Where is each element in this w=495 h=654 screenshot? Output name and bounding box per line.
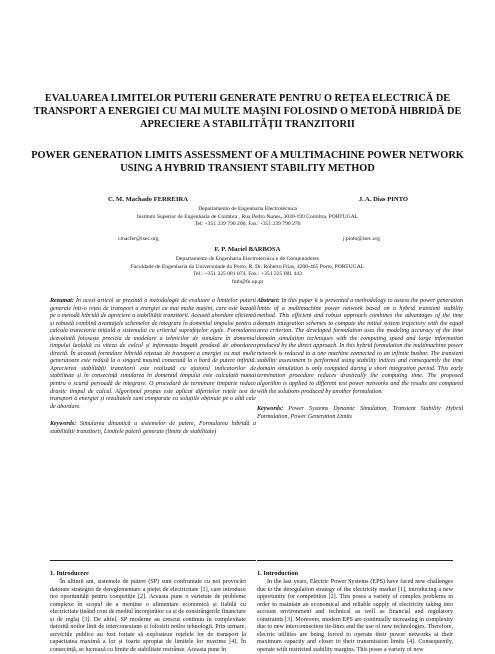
section-heading-introducere: 1. Introducere (50, 570, 89, 577)
email-ferreira[interactable]: cmacfer@isec.org (118, 236, 159, 242)
abstract-romanian-label: Rezumat: (50, 298, 74, 304)
abstract-romanian-column (50, 298, 256, 436)
affiliation-isec (40, 206, 455, 229)
abstract-romanian (50, 298, 256, 411)
introduction-english-text: In the last years, Electric Power Systems (EPS) have faced new challenges due to the deregulation strategy of the electricity market [1], introducing a new opportunity for competition [2]. This poses a variety of complex problems in order to maintain an economical and reliable supply of electricity taking into account environment and technical as well as financial and regulatory constraints [3]. Moreover, modern EPS are continually increasing in complexity due to new interconnection tie-lines and the use of new technologies. Therefore, electric utilities are being forced to operate their power networks at their maximum capacity and closer to their transmission limits [4]. Consequently, operate with restricted stability margins. This poses a variety of new (257, 579, 453, 653)
abstract-english (257, 298, 463, 396)
keywords-english-text: Power Systems Dynamic Simulation, Transient Stability Hybrid Formulation, Power Generation Limits (257, 406, 463, 420)
abstract-english-column (257, 298, 463, 421)
section-heading-introduction: 1. Introduction (257, 570, 299, 577)
affiliation-dept: Departamento de Engenharia Electrotécnica (198, 206, 297, 212)
title-english: POWER GENERATION LIMITS ASSESSMENT OF A MULTIMACHINE POWER NETWORK USING A HYBRID TRANSIENT STABILITY METHOD (31, 150, 464, 174)
keywords-romanian-label: Keywords: (50, 421, 77, 428)
abstract-romanian-text: În acest articol se prezintă o metodologie de evaluare a limitelor puterii generate într-o rețea de transport a energiei cu mai multe mașini, care este bazată pe o metodă hibridă de apreciere a stabilității tranzitorii. Această abordare eficientă și robustă combină avantajele schemelor de integrare în domeniul timpului pentru a calcula traiectoria inițială a sistemului cu criteriul suprafețelor egale. Formularea dezvoltată folosește precizia de modelare a tehnicilor de simulare în domeniul timpului luolaltă cu viteza de calcul și informația bogată produsă de abordarea directă. În această formulare hibridă rețeaua de transport a energiei cu mai multe generatoare este redusă la o singură mașină conectată la o bară de putere infinită. Aprecierea stabilității tranzitorii este realizată cu ajutorul indicatorilor de stabilitate și în consecință simularea în domeniul timpului este calculată numai pentru o scurtă perioadă de integrare. O procedură de terminare timpurie reduce drastic timpul de calcul. Algoritmul propus este aplicat diferitelor rețele test de transport a energiei și rezultatele sunt comparate cu soluțiile obținute pe o altă cale de abordare. (50, 298, 256, 410)
affiliation-phone: Tel: +351 239 790 200, Fax: +351 239 790 270 (194, 221, 301, 228)
affiliation-institute: Instituto Superior de Engenharia de Coimbra , Rua Pedro Nunes, 3030-199 Coimbra, PORTUGAL (136, 213, 359, 220)
author-barbosa: F. P. Maciel BARBOSA (214, 246, 281, 253)
affiliation-faculty: Faculdade de Engenharia da Universidade do Porto, R. Dr. Roberto Frias, 4200-465 Porto, PORTUGAL (130, 263, 365, 270)
keywords-romanian (50, 421, 256, 436)
title-romanian: EVALUAREA LIMITELOR PUTERII GENERATE PENTRU O REȚEA ELECTRICĂ DE TRANSPORT A ENERGIEI CU MAI MULTE MAȘINI FOLOSIND O METODĂ HIBRIDĂ DE APRECIERE A STABILITĂȚII TRANZITORII (33, 93, 462, 130)
affiliation-feup (40, 256, 455, 286)
introduction-romanian-text: În ultimii ani, sistemele de putere (SP) sunt confruntate cu noi provocări datorate strategiei de dereglementare a pieței de electricitate [1], care introduce noi oportunități pentru competiție [2]. Aceasta pune o varietate de probleme complexe în scopul de a menține o alimentare economică și fiabilă cu electricitate ținând cont de mediul înconjurător ca și de constrângerile financiare și de reglaj [3]. De altfel, SP moderne au crescut continuu în complexitate datorită noilor linii de interconexiune și folosirii noilor tehnologii. Prin urmare, serviciile publice au fost forțate să exploateze rețelele lor de transport la capacitatea maximă a lor și foarte apropiat de limitele lor maxime [4]. În consecință, se lucrează cu limite de stabilitate restrânse. Aceasta pune în (50, 579, 246, 653)
email-pinto[interactable]: j.pinto@isec.org (342, 236, 380, 242)
keywords-english-label: Keywords: (257, 406, 284, 413)
author-pinto: J. A. Dias PINTO (358, 196, 408, 203)
divider-left (50, 560, 256, 561)
author-ferreira: C. M. Machado FERREIRA (108, 196, 189, 203)
email-barbosa[interactable]: fmb@fe.up.pt (231, 278, 264, 285)
affiliation-phone: Tel.: +351 225 081 874, Fax.: +351 225 081 443 (193, 271, 302, 278)
divider-right (257, 560, 453, 561)
keywords-english (257, 406, 463, 421)
keywords-romanian-text: Simularea dinamică a sistemelor de putere, Formularea hibridă a stabilității tranzitorii, Limitele puterii generate (limite de stabilitate) (50, 421, 257, 435)
abstract-english-text: In this paper it is presented a methodology to assess the power generation limits of a multimachine power network based on a hybrid transient stability method. This efficient and robust approach combines the advantages of the time domain integration schemes to compute the initial system trajectory with the equal area criterion. The developed formulation uses the modeling accuracy of the time domain simulation techniques with the computing speed and large information produced by the direct approach. In this hybrid formulation the multimachine power network is reduced to a one machine connected to an infinite busbar. The transient stability assessment is performed using stability indices and consequently the time domain simulation is only computed during a short integration period. This early termination procedure reduces drastically the computing time. The proposed algorithm is applied to different test power networks and the results are compared with the solutions produced by another formulation. (257, 298, 464, 395)
abstract-english-label: Abstract: (257, 298, 280, 304)
affiliation-dept: Departamento de Engenharia Electrotécnica e de Computadores (175, 256, 320, 262)
